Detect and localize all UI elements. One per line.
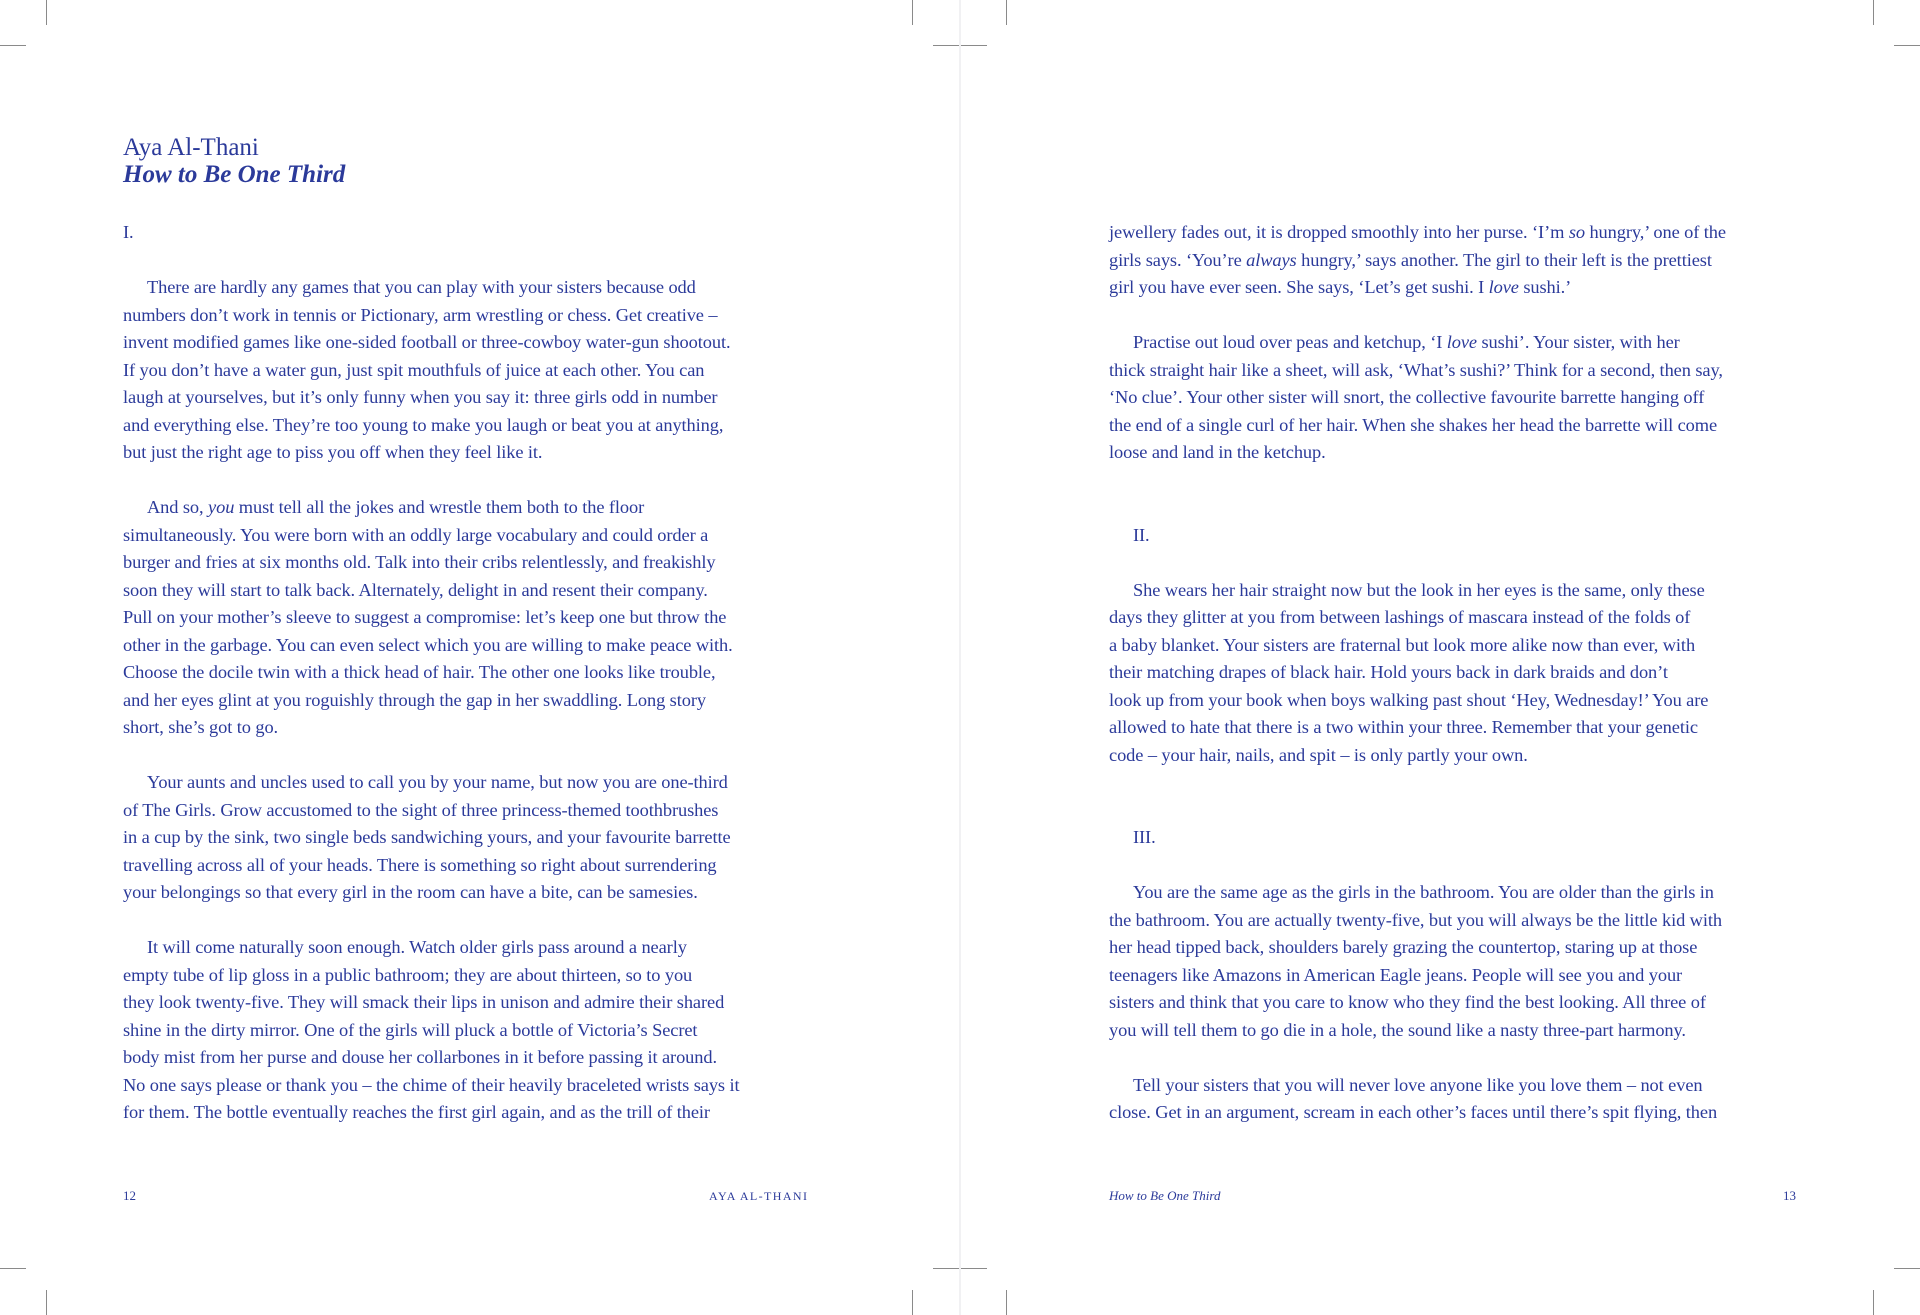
paragraph-line: their matching drapes of black hair. Hold yours back in dark braids and don’t	[1109, 662, 1668, 682]
paragraph-line: a baby blanket. Your sisters are fraternal but look more alike now than ever, with	[1109, 634, 1696, 655]
text-run: sushi’. Your sister, with her	[1477, 332, 1680, 352]
text-run: hungry,’ one of the	[1584, 222, 1726, 242]
section-number: I.	[123, 222, 134, 242]
text-run: must tell all the jokes and wrestle them both to the floor	[234, 497, 645, 517]
crop-mark	[46, 0, 47, 25]
piece-title: How to Be One Third	[123, 161, 346, 188]
paragraph-line: empty tube of lip gloss in a public bathroom; they are about thirteen, so to you	[123, 964, 693, 985]
paragraph-line: burger and fries at six months old. Talk into their cribs relentlessly, and freakishly	[123, 552, 716, 572]
paragraph-line: No one says please or thank you – the chime of their heavily braceleted wrists says it	[123, 1074, 740, 1095]
crop-mark	[1006, 0, 1007, 25]
paragraph-line: body mist from her purse and douse her collarbones in it before passing it around.	[123, 1047, 717, 1067]
emphasis: love	[1446, 332, 1477, 352]
paragraph-line: and everything else. They’re too young to make you laugh or beat you at anything,	[123, 414, 724, 435]
text-run: jewellery fades out, it is dropped smoothly into her purse. ‘I’m	[1109, 222, 1569, 242]
paragraph-line: look up from your book when boys walking past shout ‘Hey, Wednesday!’ You are	[1109, 689, 1709, 710]
crop-mark	[912, 1290, 913, 1315]
crop-mark	[0, 1268, 26, 1269]
emphasis: you	[208, 497, 235, 517]
crop-mark	[933, 45, 959, 46]
left-page	[0, 0, 959, 1315]
paragraph-line: You are the same age as the girls in the bathroom. You are older than the girls in	[1133, 882, 1714, 902]
left-body-text	[123, 219, 813, 1127]
crop-mark	[961, 1268, 987, 1269]
paragraph-line: allowed to hate that there is a two within your three. Remember that your genetic	[1109, 717, 1698, 737]
paragraph-line: in a cup by the sink, two single beds sandwiching yours, and your favourite barrette	[123, 827, 731, 847]
crop-mark	[1006, 1290, 1007, 1315]
paragraph-line: sisters and think that you care to know who they find the best looking. All three of	[1109, 992, 1706, 1012]
paragraph-line: thick straight hair like a sheet, will ask, ‘What’s sushi?’ Think for a second, then say,	[1109, 359, 1723, 380]
paragraph-line: Choose the docile twin with a thick head of hair. The other one looks like trouble,	[123, 662, 716, 682]
emphasis: always	[1246, 249, 1297, 270]
crop-mark	[933, 1268, 959, 1269]
text-run: Practise out loud over peas and ketchup, ‘I	[1133, 332, 1447, 352]
paragraph-line: laugh at yourselves, but it’s only funny when you say it: three girls odd in number	[123, 387, 718, 407]
paragraph-line: shine in the dirty mirror. One of the girls will pluck a bottle of Victoria’s Secret	[123, 1019, 698, 1040]
crop-mark	[46, 1290, 47, 1315]
text-run: girl you have ever seen. She says, ‘Let’s get sushi. I	[1109, 277, 1489, 297]
paragraph-line: soon they will start to talk back. Alternately, delight in and resent their company.	[123, 579, 708, 600]
paragraph-line: If you don’t have a water gun, just spit mouthfuls of juice at each other. You can	[123, 359, 705, 380]
paragraph-line: Pull on your mother’s sleeve to suggest a compromise: let’s keep one but throw the	[123, 607, 727, 627]
paragraph-line	[1109, 329, 1799, 357]
crop-mark	[961, 45, 987, 46]
emphasis: love	[1488, 277, 1519, 297]
paragraph-line: teenagers like Amazons in American Eagle jeans. People will see you and your	[1109, 964, 1683, 985]
paragraph-line: of The Girls. Grow accustomed to the sight of three princess-themed toothbrushes	[123, 799, 719, 820]
paragraph-line: you will tell them to go die in a hole, the sound like a nasty three-part harmony.	[1109, 1019, 1686, 1040]
paragraph-line: the end of a single curl of her hair. When she shakes her head the barrette will come	[1109, 414, 1718, 435]
paragraph-line: Your aunts and uncles used to call you by your name, but now you are one-third	[147, 772, 728, 792]
paragraph-line: There are hardly any games that you can play with your sisters because odd	[147, 277, 696, 297]
paragraph-line	[1109, 219, 1799, 247]
paragraph-line: short, she’s got to go.	[123, 717, 279, 737]
crop-mark	[1894, 45, 1920, 46]
paragraph-line: She wears her hair straight now but the look in her eyes is the same, only these	[1133, 579, 1705, 600]
text-run: And so,	[147, 497, 209, 517]
paragraph-line: ‘No clue’. Your other sister will snort, the collective favourite barrette hanging off	[1109, 387, 1705, 407]
paragraph-line: but just the right age to piss you off when they feel like it.	[123, 442, 543, 462]
paragraph-line: and her eyes glint at you roguishly through the gap in her swaddling. Long story	[123, 689, 706, 710]
paragraph-line: close. Get in an argument, scream in each other’s faces until there’s spit flying, then	[1109, 1102, 1718, 1122]
paragraph-line: Tell your sisters that you will never love anyone like you love them – not even	[1133, 1074, 1703, 1095]
crop-mark	[1873, 0, 1874, 25]
paragraph-line: simultaneously. You were born with an oddly large vocabulary and could order a	[123, 524, 709, 545]
section-number: III.	[1133, 827, 1156, 847]
paragraph-line: they look twenty-five. They will smack their lips in unison and admire their shared	[123, 992, 725, 1012]
section-number: II.	[1133, 524, 1150, 545]
paragraph-line: invent modified games like one-sided football or three-cowboy water-gun shootout.	[123, 332, 731, 352]
paragraph-line	[1109, 247, 1799, 275]
page-number: 12	[123, 1188, 136, 1203]
crop-mark	[912, 0, 913, 25]
paragraph-line: her head tipped back, shoulders barely grazing the countertop, staring up at those	[1109, 937, 1698, 957]
author-name: Aya Al-Thani	[123, 134, 259, 161]
crop-mark	[1894, 1268, 1920, 1269]
paragraph-line: days they glitter at you from between lashings of mascara instead of the folds of	[1109, 607, 1691, 627]
paragraph-line: travelling across all of your heads. There is something so right about surrendering	[123, 854, 717, 875]
paragraph-line	[123, 494, 813, 522]
paragraph-line: code – your hair, nails, and spit – is only partly your own.	[1109, 744, 1528, 765]
running-head: AYA AL-THANI	[709, 1189, 809, 1203]
paragraph-line: your belongings so that every girl in the room can have a bite, can be samesies.	[123, 882, 698, 902]
paragraph-line: other in the garbage. You can even select which you are willing to make peace with.	[123, 634, 733, 655]
running-head: How to Be One Third	[1109, 1188, 1221, 1203]
paragraph-line: loose and land in the ketchup.	[1109, 442, 1326, 462]
paragraph-line: for them. The bottle eventually reaches the first girl again, and as the trill of their	[123, 1102, 710, 1122]
text-run: sushi.’	[1518, 277, 1572, 297]
paragraph-line: numbers don’t work in tennis or Pictionary, arm wrestling or chess. Get creative –	[123, 304, 718, 325]
paragraph-line: the bathroom. You are actually twenty-five, but you will always be the little kid with	[1109, 909, 1722, 930]
right-body-text	[1109, 219, 1799, 1127]
text-run: hungry,’ says another. The girl to their left is the prettiest	[1296, 249, 1712, 270]
text-run: girls says. ‘You’re	[1109, 249, 1247, 270]
paragraph-line: It will come naturally soon enough. Watch older girls pass around a nearly	[147, 937, 687, 957]
page-number: 13	[1783, 1188, 1796, 1203]
crop-mark	[0, 45, 26, 46]
emphasis: so	[1568, 222, 1585, 242]
paragraph-line	[1109, 274, 1799, 302]
crop-mark	[1873, 1290, 1874, 1315]
